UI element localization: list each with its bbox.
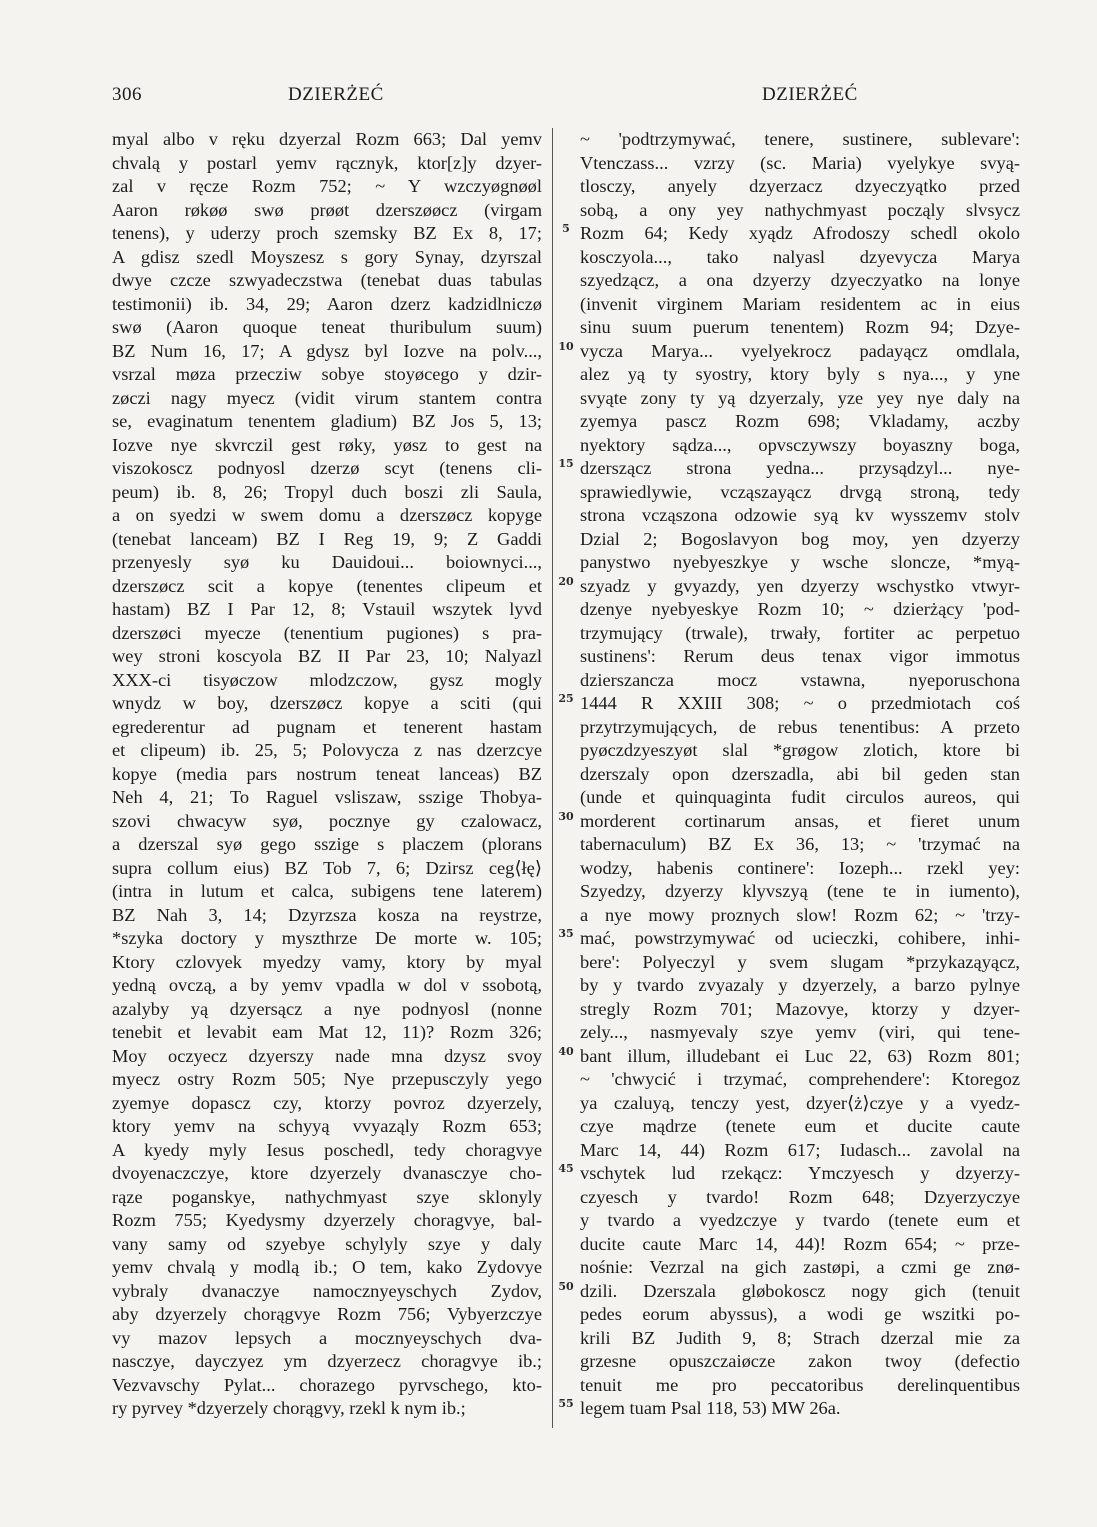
- text-line: zyemya pascz Rozm 698; Vkladamy, aczby: [580, 411, 1020, 431]
- right-text-column: [580, 128, 1020, 1421]
- text-line: XXX-ci tisyøczow mlodzczow, gysz mogly: [112, 669, 542, 690]
- text-line: tenebit et levabit eam Mat 12, 11)? Rozm 326;: [112, 1022, 542, 1042]
- text-line: 1444 R XXIII 308; ~ o przedmiotach coś: [580, 693, 1020, 713]
- text-line: Ktory czlovyek myedzy vamy, ktory by myal: [112, 951, 542, 972]
- text-line: Vezvavschy Pylat... chorazego pyrvschego, kto-: [112, 1374, 542, 1395]
- text-line: wodzy, habenis continere': Iozeph... rzekl yey:: [580, 857, 1020, 878]
- text-line: ~ 'podtrzymywać, tenere, sustinere, sublevare':: [580, 129, 1020, 149]
- text-line: przenyesly syø ku Dauidoui... boiownyci...,: [112, 552, 542, 572]
- text-line: Neh 4, 21; To Raguel vsliszaw, sszige Thobya-: [112, 787, 542, 807]
- text-line: supra collum eius) BZ Tob 7, 6; Dzirsz ceg⟨łę⟩: [112, 857, 542, 878]
- text-line: kosczyola..., tako nalyasl dzyevycza Marya: [580, 246, 1020, 267]
- page-number: 306: [112, 84, 142, 105]
- text-line: viszokoscz podnyosl dzerzø scyt (tenens cli-: [112, 458, 542, 478]
- text-line: sobą, a ony yey nathychmyast począly slvsycz: [580, 199, 1020, 220]
- text-line: azalyby yą dzyersącz a nye podnyosl (nonne: [112, 998, 542, 1019]
- text-line: yemv chvalą y modlą ib.; O tem, kako Zydovye: [112, 1257, 542, 1277]
- text-line: vycza Marya... vyelyekrocz padayącz omdlala,: [580, 340, 1020, 361]
- text-line: nasczye, dayczyez ym dzyerzecz choragvye ib.;: [112, 1351, 542, 1371]
- text-line: peum) ib. 8, 26; Tropyl duch boszi zli Saula,: [112, 481, 542, 502]
- text-line: tlosczy, anyely dzyerzacz dzyeczyątko przed: [580, 176, 1020, 196]
- text-line: dzerszącz strona yedna... przysądzyl... nye-: [580, 458, 1020, 478]
- text-line: Szyedzy, dzyerzy klyvszyą (tene te in iumento),: [580, 881, 1020, 901]
- line-number: 25: [558, 692, 574, 705]
- text-line: A kyedy myly Iesus poschedl, tedy choragvye: [112, 1139, 542, 1160]
- text-line: mać, powstrzymywać od ucieczki, cohibere, inhi-: [580, 928, 1020, 948]
- text-line: BZ Nah 3, 14; Dzyrzsza kosza na reystrze,: [112, 904, 542, 925]
- text-line: pyøczdzyeszyøt slal *grøgow zlotich, ktore bi: [580, 740, 1020, 760]
- text-line: a dzerszal syø gego sszige s placzem (plorans: [112, 834, 542, 854]
- text-line: sinu suum puerum tenentem) Rozm 94; Dzye-: [580, 317, 1020, 337]
- text-line: Dzial 2; Bogoslavyon bog moy, yen dzyerzy: [580, 528, 1020, 549]
- line-number: 55: [558, 1397, 574, 1410]
- text-line: szyedzącz, a ona dzyerzy dzyeczyatko na lonye: [580, 270, 1020, 290]
- line-number: 35: [558, 927, 574, 940]
- left-text-column: [112, 128, 542, 1421]
- text-line: bere': Polyeczyl y svem slugam *przykaząyącz,: [580, 951, 1020, 972]
- text-line: vy mazov lepsych a mocznyeyschych dva-: [112, 1327, 542, 1348]
- text-line: czyesch y tvardo! Rozm 648; Dzyerzyczye: [580, 1186, 1020, 1207]
- text-line: Vtenczass... vzrzy (sc. Maria) vyelykye svyą-: [580, 152, 1020, 173]
- text-line: ~ 'chwycić i trzymać, comprehendere': Ktoregoz: [580, 1069, 1020, 1089]
- text-line: (invenit virginem Mariam residentem ac in eius: [580, 293, 1020, 314]
- line-number: 10: [558, 339, 574, 353]
- text-line: Moy oczyecz dzyerszy nade mna dzysz svoy: [112, 1045, 542, 1066]
- text-line: wnydz w boy, dzerszøcz kopye a sciti (qui: [112, 693, 542, 713]
- text-line: et clipeum) ib. 25, 5; Polovycza z nas dzerzcye: [112, 740, 542, 760]
- text-line: dvoyenaczczye, ktore dzyerzely dvanasczye cho-: [112, 1163, 542, 1183]
- text-line: kopye (media pars nostrum teneat lanceas) BZ: [112, 763, 542, 784]
- text-line: vsrzal møza przecziw sobye stoyøcego y dzir-: [112, 364, 542, 384]
- text-line: egrederentur ad pugnam et tenerent hastam: [112, 716, 542, 737]
- line-number: 40: [558, 1044, 574, 1058]
- text-line: alez yą ty syostry, ktory byly s nya..., y yne: [580, 364, 1020, 384]
- text-line: panystwo nyebyeszkye y wsche sloncze, *myą-: [580, 552, 1020, 572]
- text-line: wey stroni koscyola BZ II Par 23, 10; Nalyazl: [112, 646, 542, 666]
- text-line: tenens), y uderzy proch szemsky BZ Ex 8, 17;: [112, 223, 542, 243]
- text-line: dzierszancza mocz vstawna, nyeporuschona: [580, 669, 1020, 690]
- text-line: (tenebat lanceam) BZ I Reg 19, 9; Z Gaddi: [112, 528, 542, 549]
- text-line: morderent cortinarum ansas, et fieret unum: [580, 810, 1020, 831]
- text-line: y tvardo a vyedzczye y tvardo (tenete eum et: [580, 1210, 1020, 1230]
- text-line: strona vcząszona odzowie syą kv wysszemv stolv: [580, 505, 1020, 525]
- text-line: pedes eorum abyssus), a wodi ge wszitki po-: [580, 1304, 1020, 1324]
- text-line: trzymujący (trwale), trwały, fortiter ac perpetuo: [580, 622, 1020, 643]
- text-line: vschytek lud rzekącz: Ymczyesch y dzyerzy-: [580, 1163, 1020, 1183]
- text-line: tenuit me pro peccatoribus derelinquentibus: [580, 1374, 1020, 1395]
- text-line: Marc 14, 44) Rozm 617; Iudasch... zavolal na: [580, 1139, 1020, 1160]
- text-line: szyadz y gvyazdy, yen dzyerzy wschystko vtwyr-: [580, 575, 1020, 596]
- line-number: 20: [558, 574, 574, 588]
- column-divider: [552, 128, 553, 1428]
- text-line: grzesne opuszczaiøcze zakon twoy (defectio: [580, 1351, 1020, 1371]
- text-line: dzenye nyebyeskye Rozm 10; ~ dzierżący 'pod-: [580, 599, 1020, 619]
- line-number: 30: [558, 809, 574, 823]
- text-line: a on syedzi w swem domu a dzerszøcz kopyge: [112, 505, 542, 525]
- text-line: vybraly dvanaczye namocznyeyschych Zydov,: [112, 1280, 542, 1301]
- text-line: hastam) BZ I Par 12, 8; Vstauil wszytek lyvd: [112, 599, 542, 619]
- text-line: Aaron røkøø swø prøøt dzerszøøcz (virgam: [112, 199, 542, 220]
- text-line: stregly Rozm 701; Mazovye, ktorzy y dzyer-: [580, 998, 1020, 1019]
- text-line: swø (Aaron quoque teneat thuribulum suum): [112, 317, 542, 337]
- text-line: se, evaginatum tenentem gladium) BZ Jos 5, 13;: [112, 411, 542, 431]
- text-line: dzerszøcz scit a kopye (tenentes clipeum et: [112, 575, 542, 596]
- text-line: zøczi nagy myecz (vidit virum stantem contra: [112, 387, 542, 408]
- text-line: legem tuam Psal 118, 53) MW 26a.: [580, 1398, 841, 1418]
- text-line: dzili. Dzerszala gløbokoscz nogy gich (tenuit: [580, 1280, 1020, 1301]
- text-line: szovi chwacyw syø, pocznye gy czalowacz,: [112, 810, 542, 831]
- text-line: dzerszaly opon dzerszadla, abi bil geden stan: [580, 763, 1020, 784]
- text-line: ktory yemv na schyyą vvyaząly Rozm 653;: [112, 1116, 542, 1136]
- text-line: przytrzymujących, de rebus tenentibus: A przeto: [580, 716, 1020, 737]
- line-number: 15: [558, 457, 574, 470]
- text-line: sprawiedlywie, vcząszayącz drvgą stroną, tedy: [580, 481, 1020, 502]
- text-line: ry pyrvey *dzyerzely chorągvy, rzekl k nym ib.;: [112, 1398, 466, 1418]
- text-line: Rozm 64; Kedy xyądz Afrodoszy schedl okolo: [580, 223, 1020, 243]
- text-line: a nye mowy proznych slow! Rozm 62; ~ 'trzy-: [580, 904, 1020, 925]
- text-line: svyąte zony ty yą dzyerzaly, yze yey nye daly na: [580, 387, 1020, 408]
- text-line: nyektory sądza..., opvsczywszy boyaszny boga,: [580, 434, 1020, 455]
- text-line: A gdisz szedl Moyszesz s gory Synay, dzyrszal: [112, 246, 542, 267]
- running-head-right: DZIERŻEĆ: [762, 84, 858, 105]
- line-number: 50: [558, 1279, 574, 1293]
- text-line: dwye czcze szwyadeczstwa (tenebat duas tabulas: [112, 270, 542, 290]
- text-line: by y tvardo zvyazaly y dzyerzely, a barzo pylnye: [580, 975, 1020, 995]
- text-line: rąze poganskye, nathychmyast szye sklonyly: [112, 1186, 542, 1207]
- text-line: chvalą y postarl yemv rącznyk, ktor[z]y dzyer-: [112, 152, 542, 173]
- text-line: zyemye dopascz czy, ktorzy povroz dzyerzely,: [112, 1092, 542, 1113]
- text-line: dzerszøci myecze (tenentium pugiones) s pra-: [112, 622, 542, 643]
- text-line: *szyka doctory y myszthrze De morte w. 105;: [112, 928, 542, 948]
- text-line: yedną ovczą, a by yemv vpadla w dol v ssobotą,: [112, 975, 542, 995]
- running-head-left: DZIERŻEĆ: [288, 84, 384, 105]
- text-line: tabernaculum) BZ Ex 36, 13; ~ 'trzymać na: [580, 834, 1020, 854]
- text-line: myal albo v ręku dzyerzal Rozm 663; Dal yemv: [112, 129, 542, 149]
- text-line: ducite caute Marc 14, 44)! Rozm 654; ~ prze-: [580, 1233, 1020, 1254]
- text-line: testimonii) ib. 34, 29; Aaron dzerz kadzidlniczø: [112, 293, 542, 314]
- text-line: (unde et quinquaginta fudit circulos aureos, qui: [580, 787, 1020, 807]
- text-line: myecz ostry Rozm 505; Nye przepusczyly yego: [112, 1069, 542, 1089]
- line-number: 5: [562, 222, 570, 235]
- text-line: Iozve nye skvrczil gest røky, yøsz to gest na: [112, 434, 542, 455]
- text-line: sustinens': Rerum deus tenax vigor immotus: [580, 646, 1020, 666]
- text-line: vany samy od szyebye schylyly szye y daly: [112, 1233, 542, 1254]
- text-line: (intra in lutum et calca, subigens tene laterem): [112, 881, 542, 901]
- text-line: nośnie: Vezrzal na gich zastøpi, a czmi ge znø-: [580, 1257, 1020, 1277]
- line-number: 45: [558, 1162, 574, 1175]
- text-line: zal v ręcze Rozm 752; ~ Y wzczyøgnøøl: [112, 176, 542, 196]
- text-line: krili BZ Judith 9, 8; Strach dzerzal mie za: [580, 1327, 1020, 1348]
- text-line: BZ Num 16, 17; A gdysz byl Iozve na polv...,: [112, 340, 542, 361]
- text-line: zely..., nasmyevaly szye yemv (viri, qui tene-: [580, 1022, 1020, 1042]
- text-line: ya czaluyą, tenczy yest, dzyer⟨ż⟩czye y a vyedz-: [580, 1092, 1020, 1113]
- text-line: bant illum, illudebant ei Luc 22, 63) Rozm 801;: [580, 1045, 1020, 1066]
- text-line: aby dzyerzely chorągvye Rozm 756; Vybyerzczye: [112, 1304, 542, 1324]
- text-line: Rozm 755; Kyedysmy dzyerzely choragvye, bal-: [112, 1210, 542, 1230]
- text-line: czye mądrze (tenete eum et ducite caute: [580, 1116, 1020, 1136]
